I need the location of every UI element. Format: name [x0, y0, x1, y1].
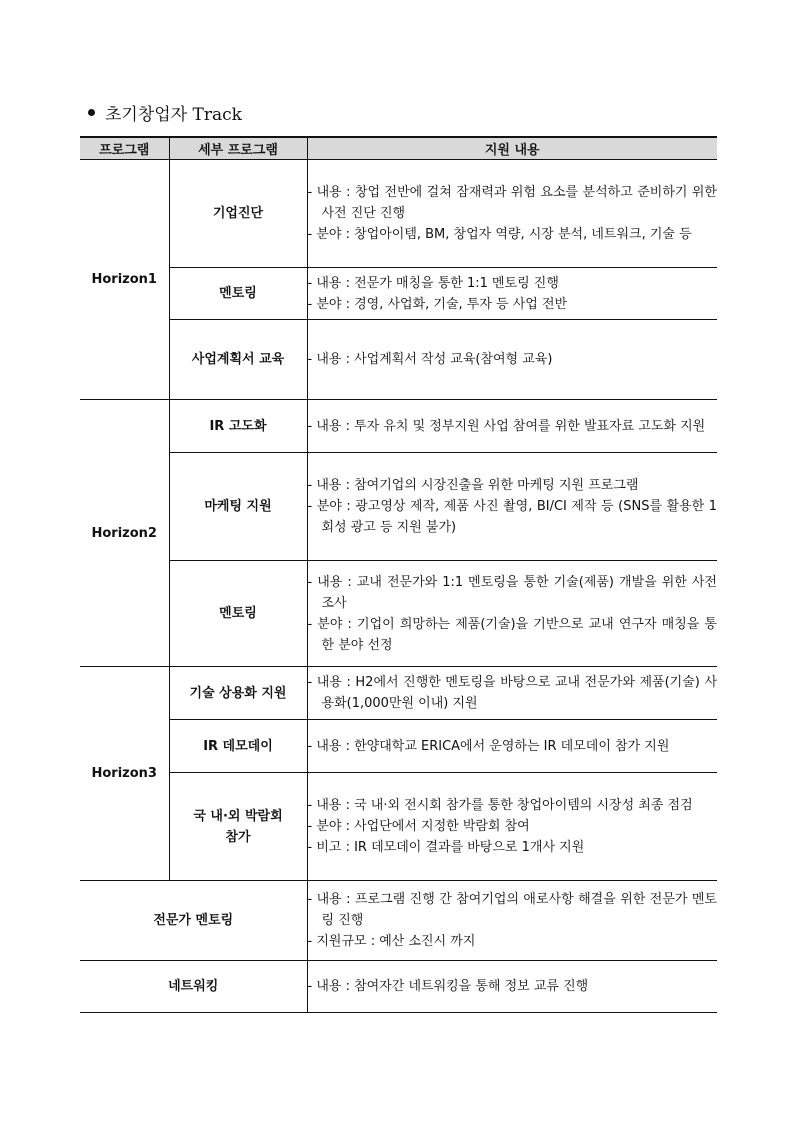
content-line: - 분야 : 사업단에서 지정한 박람회 참여	[307, 819, 530, 834]
content-cell	[307, 160, 717, 268]
expert-mentoring-label: 전문가 멘토링	[80, 881, 307, 961]
sub-program-cell: 멘토링	[169, 268, 307, 320]
table-row	[80, 961, 717, 1013]
content-cell	[307, 320, 717, 400]
sub-program-line: 참가	[225, 829, 251, 845]
sub-program-cell: 사업계획서 교육	[169, 320, 307, 400]
sub-program-line: 국 내·외 박람회	[193, 808, 283, 824]
content-cell	[307, 961, 717, 1013]
content-cell	[307, 561, 717, 667]
content-line: - 내용 : 교내 전문가와 1:1 멘토링을 통한 기술(제품) 개발을 위한 사전 조사	[307, 574, 717, 611]
table-row	[80, 400, 717, 453]
content-cell	[307, 773, 717, 881]
table-row	[80, 320, 717, 400]
sub-program-cell: IR 데모데이	[169, 720, 307, 773]
header-program: 프로그램	[80, 137, 169, 160]
content-line: - 비고 : IR 데모데이 결과를 바탕으로 1개사 지원	[307, 840, 585, 855]
content-line: - 내용 : H2에서 진행한 멘토링을 바탕으로 교내 전문가와 제품(기술) 사용화(1,000만원 이내) 지원	[307, 675, 717, 711]
sub-program-cell: 멘토링	[169, 561, 307, 667]
content-line: - 분야 : 창업아이템, BM, 창업자 역량, 시장 분석, 네트워크, 기술 등	[307, 227, 692, 242]
section-heading-text: 초기창업자 Track	[105, 105, 242, 125]
sub-program-cell: 기술 상용화 지원	[169, 667, 307, 720]
table-row	[80, 453, 717, 561]
content-cell	[307, 268, 717, 320]
content-line: - 내용 : 전문가 매칭을 통한 1:1 멘토링 진행	[307, 275, 559, 291]
sub-program-cell: IR 고도화	[169, 400, 307, 453]
table-row	[80, 667, 717, 720]
content-cell	[307, 667, 717, 720]
content-line: - 내용 : 투자 유치 및 정부지원 사업 참여를 위한 발표자료 고도화 지원	[307, 418, 706, 434]
content-line: - 내용 : 참여자간 네트워킹을 통해 정보 교류 진행	[307, 979, 589, 994]
table-row	[80, 160, 717, 268]
content-line: - 분야 : 기업이 희망하는 제품(기술)을 기반으로 교내 연구자 매칭을 통한 분야 선정	[307, 616, 717, 653]
content-line: - 내용 : 참여기업의 시장진출을 위한 마케팅 지원 프로그램	[307, 478, 639, 493]
table-row	[80, 773, 717, 881]
content-line: - 내용 : 국 내·외 전시회 참가를 통한 창업아이템의 시장성 최종 점검	[307, 798, 693, 813]
table-row	[80, 268, 717, 320]
content-line: - 분야 : 경영, 사업화, 기술, 투자 등 사업 전반	[307, 296, 568, 312]
content-line: - 분야 : 광고영상 제작, 제품 사진 촬영, BI/CI 제작 등 (SNS를 활용한 1회성 광고 등 지원 불가)	[307, 499, 717, 535]
program-cell-horizon1: Horizon1	[80, 160, 169, 400]
content-cell	[307, 453, 717, 561]
header-sub-program: 세부 프로그램	[169, 137, 307, 160]
content-cell	[307, 881, 717, 961]
networking-label: 네트워킹	[80, 961, 307, 1013]
program-cell-horizon3: Horizon3	[80, 667, 169, 881]
table-header-row	[80, 137, 717, 160]
table-row	[80, 561, 717, 667]
sub-program-cell: 기업진단	[169, 160, 307, 268]
content-cell	[307, 720, 717, 773]
track-table	[80, 136, 717, 1013]
content-line: - 내용 : 창업 전반에 걸쳐 잠재력과 위험 요소를 분석하고 준비하기 위한 사전 진단 진행	[307, 185, 717, 221]
sub-program-cell	[169, 773, 307, 881]
table-row	[80, 720, 717, 773]
content-line: - 지원규모 : 예산 소진시 까지	[307, 934, 476, 949]
table-row	[80, 881, 717, 961]
section-heading	[88, 100, 242, 125]
content-line: - 내용 : 사업계획서 작성 교육(참여형 교육)	[307, 352, 553, 367]
content-line: - 내용 : 프로그램 진행 간 참여기업의 애로사항 해결을 위한 전문가 멘토링 진행	[307, 892, 717, 928]
content-line: - 내용 : 한양대학교 ERICA에서 운영하는 IR 데모데이 참가 지원	[307, 738, 670, 754]
header-support-content: 지원 내용	[307, 137, 717, 160]
sub-program-cell: 마케팅 지원	[169, 453, 307, 561]
program-cell-horizon2: Horizon2	[80, 400, 169, 667]
bullet-icon	[88, 109, 95, 116]
content-cell	[307, 400, 717, 453]
